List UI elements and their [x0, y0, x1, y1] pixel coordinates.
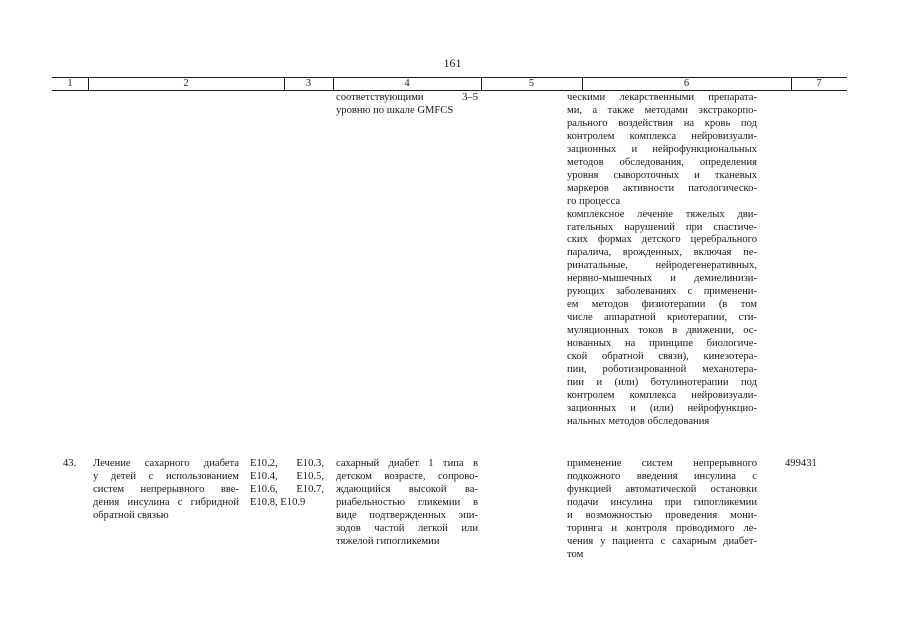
text-line: муляционных токов в движении, ос- [567, 325, 757, 337]
text-line: методов обследования, определения [567, 156, 757, 168]
column-number-6: 6 [683, 78, 690, 89]
text-line: и возможностью проведения мони- [567, 509, 757, 521]
text-line: уровня сывороточных и тканевых [567, 169, 757, 181]
text-line: ских формах детского церебрального [567, 234, 757, 246]
row43-treatment-method [567, 458, 757, 562]
text-line: комплексное лечение тяжелых дви- [567, 208, 757, 220]
text-line: пии, роботизированной механотера- [567, 364, 757, 376]
text-line: рального воздействия на кровь под [567, 117, 757, 129]
text-line: паралича, врожденных, включая пе- [567, 247, 757, 259]
text-line: ческими лекарственными препарата- [567, 92, 757, 103]
page-number: 161 [443, 56, 462, 70]
column-number-5: 5 [528, 78, 535, 89]
text-line: ской обратной связи), кинезотера- [567, 351, 757, 363]
text-line: го процесса [567, 195, 621, 207]
text-line: тяжелой гипогликемии [336, 535, 440, 547]
text-line: у детей с использованием [93, 470, 239, 482]
continuation-col6 [567, 92, 757, 429]
text-line: числе аппаратной криотерапии, сти- [567, 312, 757, 324]
text-line: Лечение сахарного диабета [93, 458, 239, 469]
column-number-4: 4 [404, 78, 410, 89]
text-line: обратной связью [93, 509, 169, 521]
text-line: систем непрерывного вве- [93, 483, 239, 495]
text-line: зационных и (или) нейрофункцио- [567, 402, 757, 414]
row43-treatment-name [93, 458, 239, 523]
table-header-bottom-rule [52, 90, 847, 91]
text-line: контролем комплекса нейровизуали- [567, 130, 757, 142]
text-line: маркеров активности патологическо- [567, 182, 757, 194]
text-line: уровню по шкале GMFCS [336, 104, 454, 116]
column-number-1: 1 [67, 78, 73, 89]
text-line: виде подтвержденных эпи- [336, 509, 478, 521]
row-number: 43. [63, 458, 77, 469]
text-line: чения у пациента с сахарным диабет- [567, 535, 757, 547]
text-line: подачи инсулина при гипогликемии [567, 496, 757, 508]
column-number-2: 2 [183, 78, 189, 89]
row43-patient-model [336, 458, 478, 549]
text-line: E10.4, E10.5, [250, 470, 324, 482]
text-line: ждающийся высокой ва- [336, 483, 478, 495]
text-line: нальных методов обследования [567, 415, 710, 427]
text-line: соответствующими 3–5 [336, 92, 478, 103]
text-line: нованных на принципе биологиче- [567, 338, 757, 350]
text-line: ми, а также методами экстракорпо- [567, 104, 757, 116]
text-line: рующих заболеваниях с применени- [567, 286, 757, 298]
text-line: применение систем непрерывного [567, 458, 757, 469]
text-line: E10.8, E10.9 [250, 496, 306, 508]
text-line: сахарный диабет 1 типа в [336, 458, 478, 469]
text-line: функцией автоматической остановки [567, 483, 757, 495]
text-line: детском возрасте, сопрово- [336, 470, 478, 482]
continuation-col4 [336, 92, 478, 118]
text-line: нервно-мышечных и демиелинизи- [567, 273, 757, 285]
text-line: гательных нарушений при спастиче- [567, 221, 757, 233]
column-number-row [52, 78, 847, 90]
text-line: ринатальные, нейродегенеративных, [567, 260, 757, 272]
column-number-7: 7 [816, 78, 822, 89]
text-line: риабельностью гликемии в [336, 496, 478, 508]
text-line: торинга и контроля проводимого ле- [567, 522, 757, 534]
text-line: том [567, 548, 584, 560]
text-line: зодов частой легкой или [336, 522, 478, 534]
text-line: пии и (или) ботулинотерапии под [567, 376, 757, 388]
text-line: зационных и нейрофункциональных [567, 143, 757, 155]
text-line: E10.2, E10.3, [250, 458, 324, 469]
text-line: E10.6, E10.7, [250, 483, 324, 495]
text-line: дения инсулина с гибридной [93, 496, 239, 508]
row43-icd-codes [250, 458, 324, 510]
text-line: контролем комплекса нейровизуали- [567, 389, 757, 401]
text-line: ем методов физиотерапии (в том [567, 299, 757, 311]
row43-cost: 499431 [785, 458, 817, 469]
column-number-3: 3 [305, 78, 312, 89]
text-line: подкожного введения инсулина с [567, 470, 757, 482]
